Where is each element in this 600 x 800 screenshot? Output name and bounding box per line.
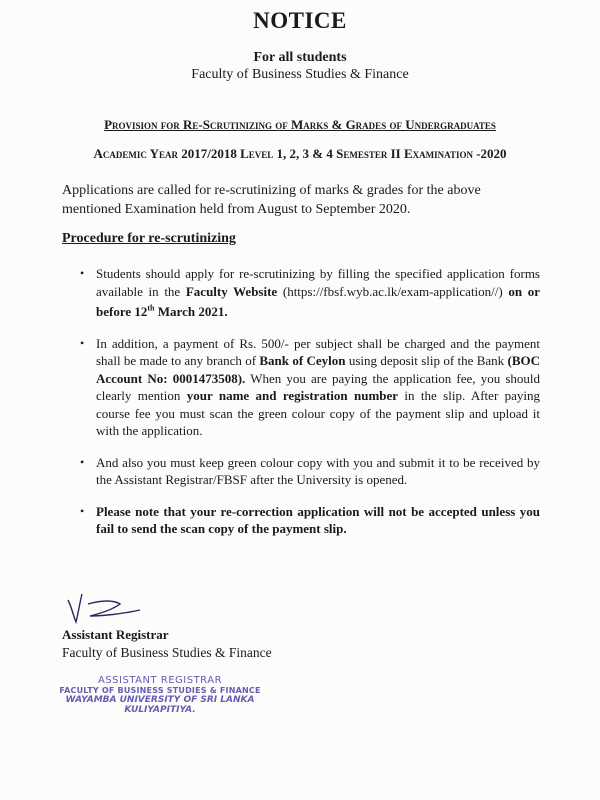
list-item [80, 503, 540, 538]
faculty-website-text: Faculty Website [185, 283, 278, 299]
stamp-line: FACULTY OF BUSINESS STUDIES & FINANCE [59, 686, 261, 695]
bullet-icon: • [80, 266, 85, 280]
important-note: Please note that your re-correction application will not be accepted unless you fail to send the scan copy of the payment slip. [96, 503, 540, 537]
list-item [80, 335, 540, 440]
bullet-icon: • [80, 454, 85, 469]
stamp-line: WAYAMBA UNIVERSITY OF SRI LANKA [65, 695, 255, 705]
stamp-line: ASSISTANT REGISTRAR [97, 675, 223, 686]
item-text: Students should apply for re-scrutinizing by filling the specified application forms available in the [96, 266, 540, 299]
item-text: When you are paying the application fee, you should clearly mention [96, 370, 540, 404]
website-url: (https://fbsf.wyb.ac.lk/exam-application//) [277, 283, 509, 299]
bullet-icon: • [80, 335, 85, 350]
item-text: in the slip. After paying course fee you must scan the green colour copy of the payment slip and upload it with the application. [96, 388, 541, 439]
intro-paragraph: Applications are called for re-scrutinizing of marks & grades for the above mentioned Examination held from August to September 2020. [62, 183, 481, 217]
procedure-list [80, 265, 540, 552]
notice-faculty: Faculty of Business Studies & Finance [191, 67, 409, 82]
name-registration-text: your name and registration number [186, 388, 399, 404]
list-item [80, 454, 540, 489]
account-number: (BOC Account No: 0001473508). [96, 353, 540, 386]
bullet-icon: • [80, 503, 85, 518]
procedure-heading: Procedure for re-scrutinizing [62, 231, 236, 246]
stamp-line: KULIYAPITIYA. [124, 705, 196, 715]
item-text: And also you must keep green colour copy with you and submit it to be received by the Assistant Registrar/FBSF after the University is opened. [96, 454, 540, 488]
signer-title: Assistant Registrar [62, 627, 169, 642]
notice-audience: For all students [253, 50, 347, 65]
signature-image [62, 590, 152, 626]
official-stamp [40, 675, 280, 715]
provision-heading: Provision for Re-Scrutinizing of Marks & Grades of Undergraduates [104, 117, 496, 132]
deadline-text: on or before 12th March 2021. [96, 283, 541, 320]
item-text: In addition, a payment of Rs. 500/- per subject shall be charged and the payment shall be made to any branch of [96, 335, 540, 369]
academic-year-heading: Academic Year 2017/2018 Level 1, 2, 3 & 4 Semester II Examination -2020 [93, 146, 507, 161]
bank-name: Bank of Ceylon [259, 353, 346, 369]
signer-faculty: Faculty of Business Studies & Finance [62, 645, 272, 660]
notice-title: NOTICE [253, 8, 347, 33]
item-text: using deposit slip of the Bank [345, 353, 508, 369]
list-item [80, 265, 540, 321]
